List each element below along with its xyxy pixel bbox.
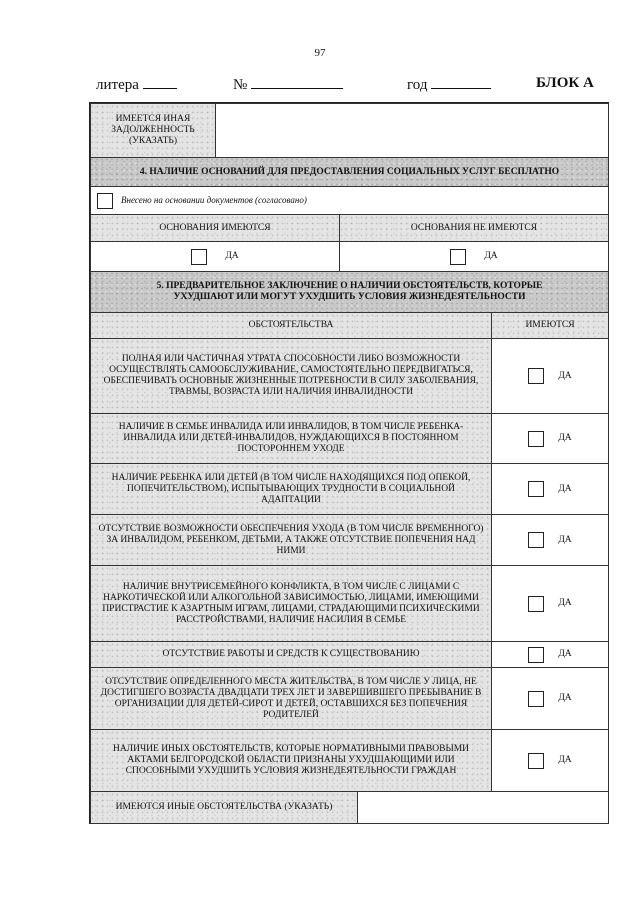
other-circumstances-label: ИМЕЮТСЯ ИНЫЕ ОБСТОЯТЕЛЬСТВА (УКАЗАТЬ) — [90, 791, 358, 824]
other-debt-label: ИМЕЕТСЯ ИНАЯ ЗАДОЛЖЕННОСТЬ (УКАЗАТЬ) — [90, 103, 216, 158]
section5-title — [90, 271, 609, 313]
assessment-form — [89, 102, 609, 824]
other-circumstances-input[interactable] — [357, 791, 609, 824]
litera-field — [96, 76, 177, 94]
circumstance-option — [491, 463, 609, 515]
section5-title-line1: 5. ПРЕДВАРИТЕЛЬНОЕ ЗАКЛЮЧЕНИЕ О НАЛИЧИИ ОБСТОЯТЕЛЬСТВ, КОТОРЫЕ — [156, 281, 543, 291]
circumstance-checkbox[interactable] — [528, 481, 544, 497]
circumstance-text: ОТСУТСТВИЕ ВОЗМОЖНОСТИ ОБЕСПЕЧЕНИЯ УХОДА (В ТОМ ЧИСЛЕ ВРЕМЕННОГО) ЗА ИНВАЛИДОМ, РЕБЕНКОМ, ДЕТЬМИ, А ТАКЖЕ ОТСУТСТВИЕ ПОПЕЧЕНИЯ НАД НИМИ — [90, 514, 492, 566]
circumstance-checkbox[interactable] — [528, 647, 544, 663]
section4-yes-label: ДА — [225, 251, 239, 261]
circumstance-checkbox[interactable] — [528, 532, 544, 548]
section4-yes-checkbox[interactable] — [191, 249, 207, 265]
number-line[interactable] — [251, 76, 343, 89]
circumstance-option-label: ДА — [558, 755, 572, 765]
circumstance-option-label: ДА — [558, 693, 572, 703]
circumstance-option — [491, 667, 609, 730]
litera-label: литера — [96, 77, 139, 93]
page-number: 97 — [314, 47, 326, 59]
number-field — [233, 76, 343, 94]
section5-col-circumstances: ОБСТОЯТЕЛЬСТВА — [90, 312, 492, 339]
circumstance-checkbox[interactable] — [528, 596, 544, 612]
circumstance-option-label: ДА — [558, 649, 572, 659]
circumstance-text: ОТСУТСТВИЕ РАБОТЫ И СРЕДСТВ К СУЩЕСТВОВАНИЮ — [90, 641, 492, 668]
year-line[interactable] — [431, 76, 491, 89]
section4-documents-note: Внесено на основании документов (согласовано) — [121, 195, 307, 205]
circumstance-option — [491, 641, 609, 668]
circumstance-option — [491, 514, 609, 566]
section4-no-header: ОСНОВАНИЯ НЕ ИМЕЮТСЯ — [339, 214, 609, 242]
circumstance-checkbox[interactable] — [528, 753, 544, 769]
section4-yes-option — [90, 241, 340, 272]
circumstance-checkbox[interactable] — [528, 691, 544, 707]
section5-col-present: ИМЕЮТСЯ — [491, 312, 609, 339]
circumstance-text: НАЛИЧИЕ ИНЫХ ОБСТОЯТЕЛЬСТВ, КОТОРЫЕ НОРМАТИВНЫМИ ПРАВОВЫМИ АКТАМИ БЕЛГОРОДСКОЙ ОБЛАСТИ ПРИЗНАНЫ УХУДШАЮЩИМИ ИЛИ СПОСОБНЫМИ УХУДШИТЬ УСЛОВИЯ ЖИЗНЕДЕЯТЕЛЬНОСТИ ГРАЖДАН — [90, 729, 492, 792]
circumstance-option — [491, 338, 609, 414]
circumstance-option-label: ДА — [558, 534, 572, 545]
section4-no-option — [339, 241, 609, 272]
year-field — [407, 76, 491, 94]
section4-yes-header: ОСНОВАНИЯ ИМЕЮТСЯ — [90, 214, 340, 242]
circumstance-option — [491, 413, 609, 464]
circumstance-option-label: ДА — [558, 433, 572, 443]
section4-no-label: ДА — [484, 251, 498, 261]
section4-no-checkbox[interactable] — [450, 249, 466, 265]
section4-documents-row — [90, 186, 609, 215]
circumstance-option — [491, 565, 609, 642]
circumstance-text: ОТСУТСТВИЕ ОПРЕДЕЛЕННОГО МЕСТА ЖИТЕЛЬСТВА, В ТОМ ЧИСЛЕ У ЛИЦА, НЕ ДОСТИГШЕГО ВОЗРАСТА ДВАДЦАТИ ТРЕХ ЛЕТ И ЗАВЕРШИВШЕГО ПРЕБЫВАНИЕ В ОРГАНИЗАЦИИ ДЛЯ ДЕТЕЙ-СИРОТ И ДЕТЕЙ, ОСТАВШИХСЯ БЕЗ ПОПЕЧЕНИЯ РОДИТЕЛЕЙ — [90, 667, 492, 730]
section4-documents-checkbox[interactable] — [97, 193, 113, 209]
circumstance-text: НАЛИЧИЕ РЕБЕНКА ИЛИ ДЕТЕЙ (В ТОМ ЧИСЛЕ НАХОДЯЩИХСЯ ПОД ОПЕКОЙ, ПОПЕЧИТЕЛЬСТВОМ), ИСПЫТЫВАЮЩИХ ТРУДНОСТИ В СОЦИАЛЬНОЙ АДАПТАЦИИ — [90, 463, 492, 515]
section5-title-line2: УХУДШАЮТ ИЛИ МОГУТ УХУДШИТЬ УСЛОВИЯ ЖИЗНЕДЕЯТЕЛЬНОСТИ — [173, 292, 526, 302]
section4-title: 4. НАЛИЧИЕ ОСНОВАНИЙ ДЛЯ ПРЕДОСТАВЛЕНИЯ СОЦИАЛЬНЫХ УСЛУГ БЕСПЛАТНО — [90, 157, 609, 187]
other-debt-input[interactable] — [215, 103, 609, 158]
circumstance-text: НАЛИЧИЕ ВНУТРИСЕМЕЙНОГО КОНФЛИКТА, В ТОМ ЧИСЛЕ С ЛИЦАМИ С НАРКОТИЧЕСКОЙ ИЛИ АЛКОГОЛЬНОЙ ЗАВИСИМОСТЬЮ, ЛИЦАМИ, ИМЕЮЩИМИ ПРИСТРАСТИЕ К АЗАРТНЫМ ИГРАМ, ЛИЦАМИ, СТРАДАЮЩИМИ ПСИХИЧЕСКИМИ РАССТРОЙСТВАМИ, НАЛИЧИЕ НАСИЛИЯ В СЕМЬЕ — [90, 565, 492, 642]
litera-line[interactable] — [143, 76, 177, 89]
circumstance-option-label: ДА — [558, 370, 572, 381]
circumstance-option-label: ДА — [558, 598, 572, 608]
circumstance-checkbox[interactable] — [528, 368, 544, 384]
circumstance-option — [491, 729, 609, 792]
number-label: № — [233, 77, 248, 93]
circumstance-text: ПОЛНАЯ ИЛИ ЧАСТИЧНАЯ УТРАТА СПОСОБНОСТИ ЛИБО ВОЗМОЖНОСТИ ОСУЩЕСТВЛЯТЬ САМООБСЛУЖИВАНИЕ, САМОСТОЯТЕЛЬНО ПЕРЕДВИГАТЬСЯ, ОБЕСПЕЧИВАТЬ ОСНОВНЫЕ ЖИЗНЕННЫЕ ПОТРЕБНОСТИ В СИЛУ ЗАБОЛЕВАНИЯ, ТРАВМЫ, ВОЗРАСТА ИЛИ НАЛИЧИЯ ИНВАЛИДНОСТИ — [90, 338, 492, 414]
block-label: БЛОК А — [536, 75, 594, 91]
year-label: год — [407, 77, 428, 93]
circumstance-checkbox[interactable] — [528, 431, 544, 447]
circumstance-text: НАЛИЧИЕ В СЕМЬЕ ИНВАЛИДА ИЛИ ИНВАЛИДОВ, В ТОМ ЧИСЛЕ РЕБЕНКА-ИНВАЛИДА ИЛИ ДЕТЕЙ-ИНВАЛИДОВ, НУЖДАЮЩИХСЯ В ПОСТОЯННОМ ПОСТОРОННЕМ УХОДЕ — [90, 413, 492, 464]
circumstance-option-label: ДА — [558, 483, 572, 494]
